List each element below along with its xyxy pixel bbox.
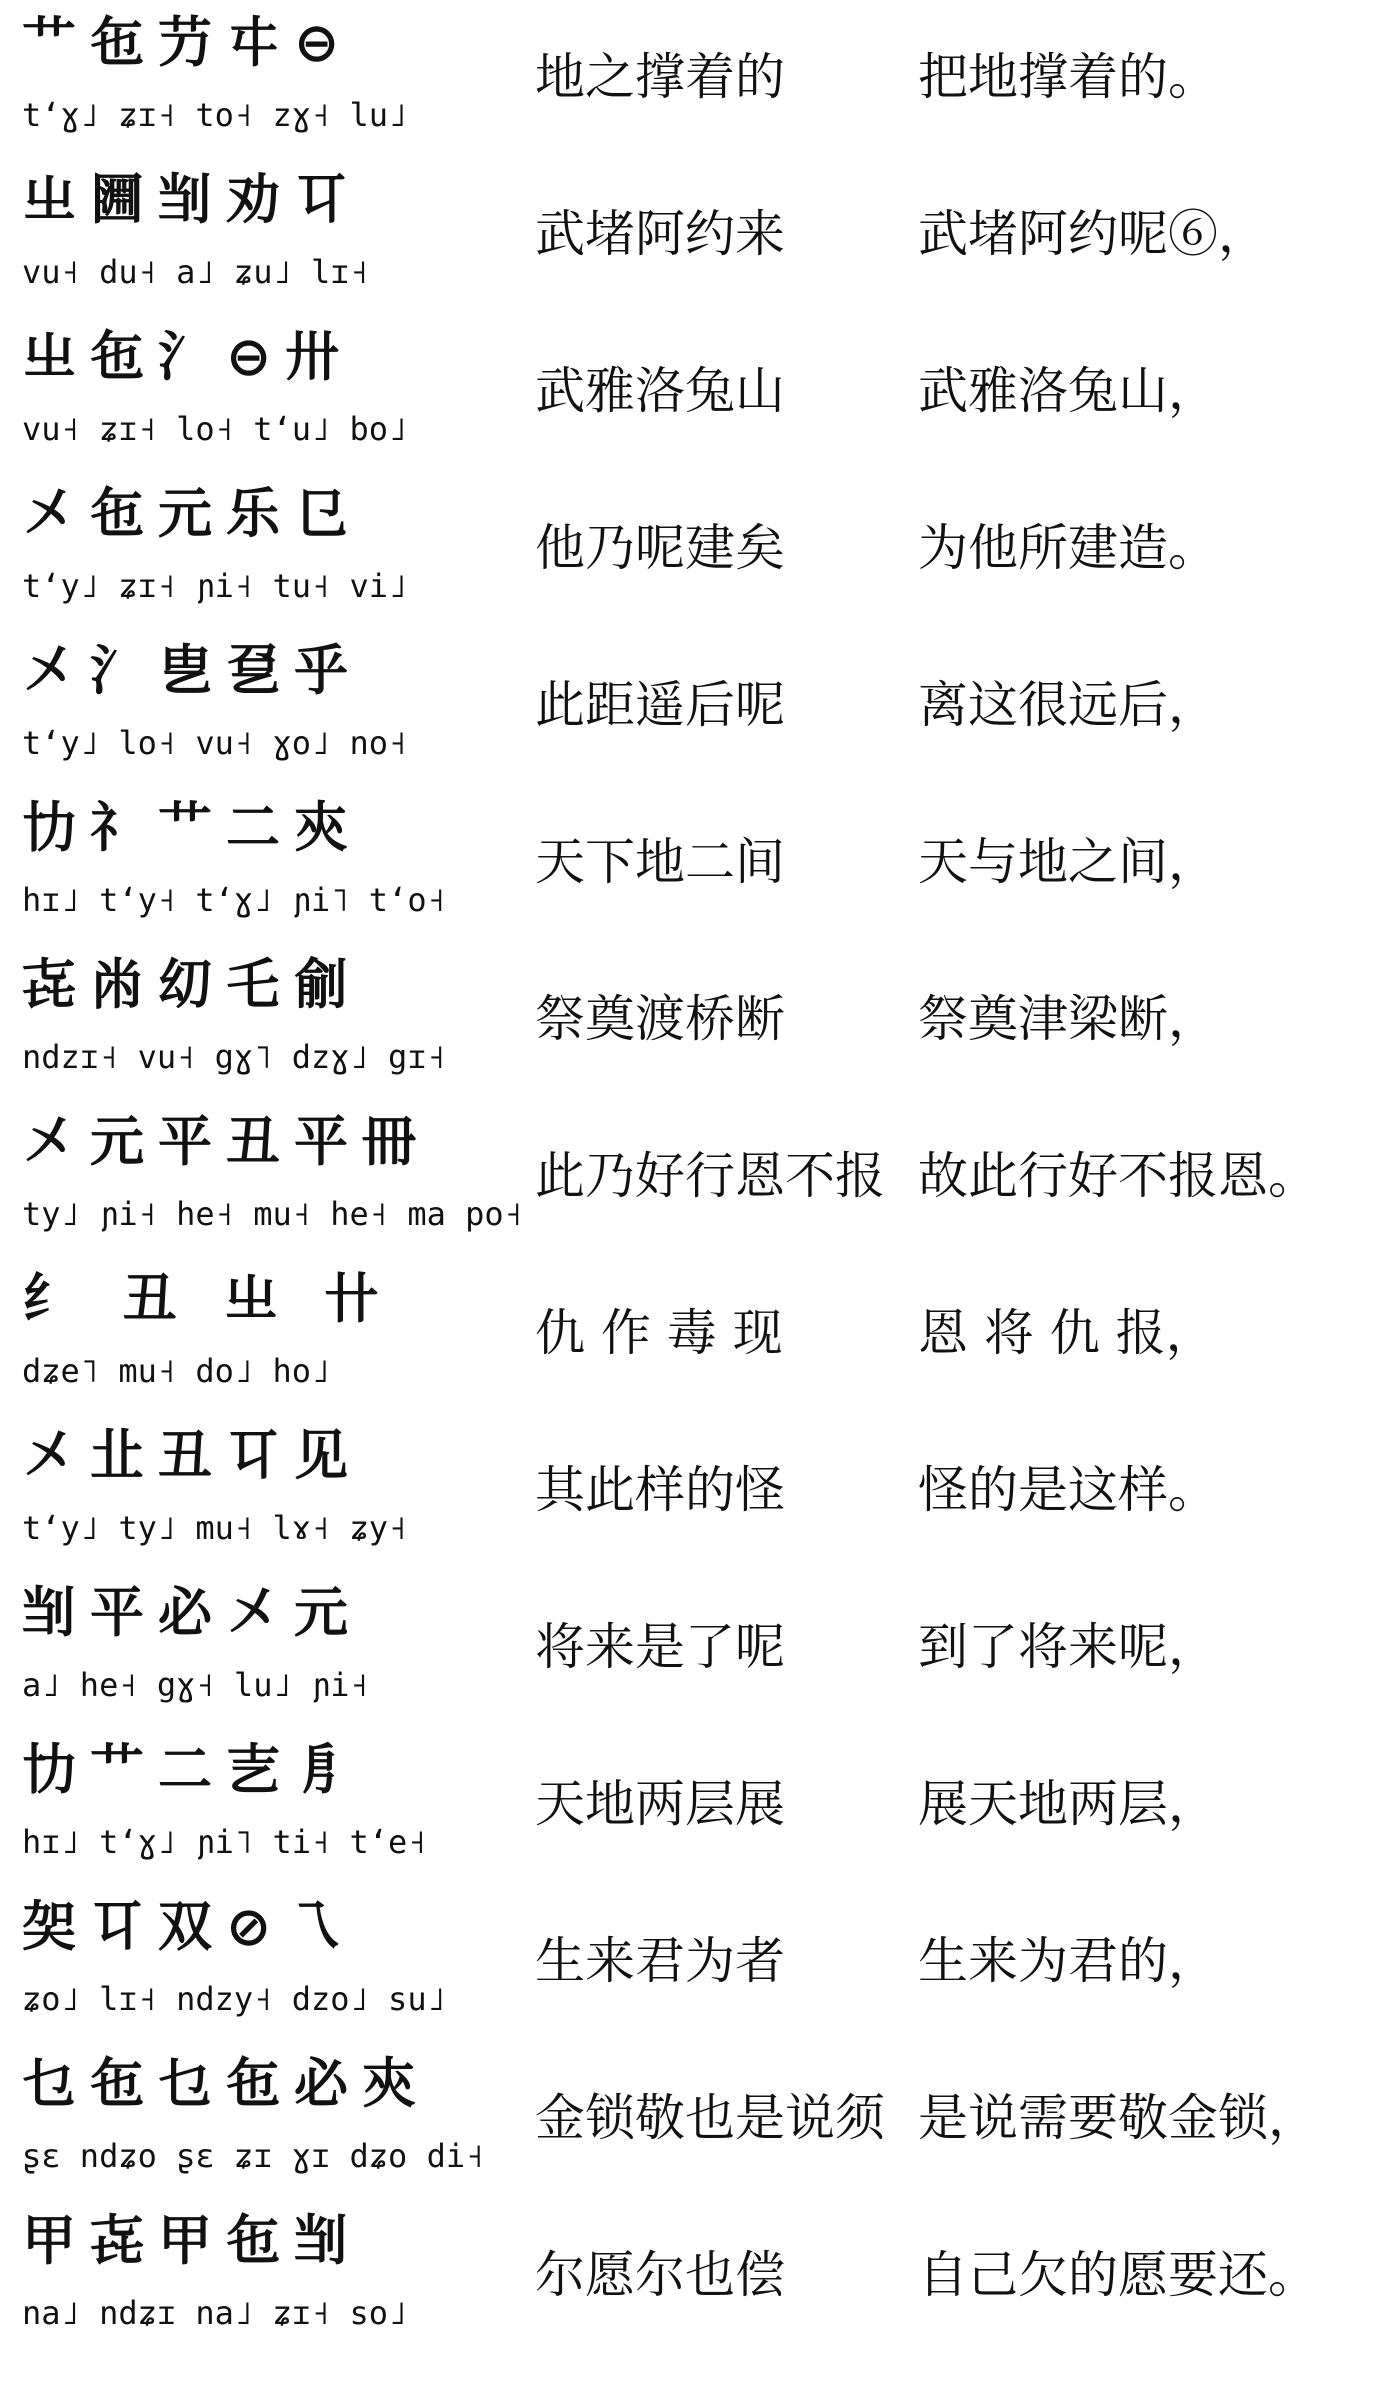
free-translation: 恩 将 仇 报，: [918, 1304, 1216, 1362]
phonetic-transcription: ʂɛ ndʑo ʂɛ ʑɪ ɣɪ dʑo di˧: [22, 2137, 485, 2175]
literal-translation: 他乃呢建矣: [535, 519, 785, 577]
yi-glyphs: 㐂㡀㓜乇㓱: [22, 953, 362, 1016]
yi-glyphs: 㐅元平丑平冊: [22, 1110, 430, 1173]
verse-row: [0, 0, 1379, 160]
free-translation: 武堵阿约呢⑥，: [918, 205, 1268, 263]
phonetic-transcription: tʻy˩ ty˩ mu˧ lɤ˧ ʑy˧: [22, 1509, 408, 1547]
verse-row: [0, 1727, 1379, 1887]
yi-script-cell: [22, 2198, 462, 2358]
yi-script-cell: [22, 0, 462, 160]
yi-glyphs: 㔹礻艹二㚒: [22, 796, 362, 859]
yi-script-cell: [22, 1570, 462, 1730]
phonetic-transcription: ʑo˩ lɪ˧ ndzy˧ dzo˩ su˩: [22, 1980, 446, 2018]
phonetic-transcription: vu˧ ʑɪ˧ lo˧ tʻu˩ bo˩: [22, 410, 408, 448]
literal-translation: 祭奠渡桥断: [535, 990, 785, 1048]
yi-script-cell: [22, 314, 462, 474]
phonetic-transcription: vu˧ du˧ a˩ ʑu˩ lɪ˧: [22, 253, 369, 291]
literal-translation: 金锁敬也是说须: [535, 2089, 885, 2147]
free-translation: 故此行好不报恩。: [918, 1147, 1318, 1205]
verse-row: [0, 2198, 1379, 2358]
literal-translation: 天地两层展: [535, 1775, 785, 1833]
literal-translation: 此距遥后呢: [535, 676, 785, 734]
literal-translation: 生来君为者: [535, 1932, 785, 1990]
yi-glyphs: 乜㐌乜㐌必㚒: [22, 2052, 430, 2115]
free-translation: 天与地之间，: [918, 833, 1218, 891]
literal-translation: 此乃好行恩不报: [535, 1147, 885, 1205]
free-translation: 怪的是这样。: [918, 1461, 1218, 1519]
verse-row: [0, 157, 1379, 317]
phonetic-transcription: hɪ˩ tʻy˧ tʻɣ˩ ɲi˥ tʻo˧: [22, 881, 446, 919]
yi-glyphs: 艹㐌芀㐄⊖: [22, 11, 354, 74]
free-translation: 是说需要敬金锁，: [918, 2089, 1318, 2147]
verse-row: [0, 942, 1379, 1102]
yi-glyphs: 㐅㐀丑㔿见: [22, 1424, 362, 1487]
yi-script-cell: [22, 785, 462, 945]
free-translation: 展天地两层，: [918, 1775, 1218, 1833]
free-translation: 离这很远后，: [918, 676, 1218, 734]
yi-glyphs: 㐅氵㐕㐒乎: [22, 639, 362, 702]
free-translation: 把地撑着的。: [918, 48, 1218, 106]
yi-glyphs: 㐅㐌元乐㔾: [22, 482, 362, 545]
verse-row: [0, 1256, 1379, 1416]
yi-glyphs: 㔹艹二㐊㐆: [22, 1738, 362, 1801]
yi-script-cell: [22, 628, 462, 788]
literal-translation: 将来是了呢: [535, 1618, 785, 1676]
free-translation: 祭奠津梁断，: [918, 990, 1218, 1048]
phonetic-transcription: tʻɣ˩ ʑɪ˧ to˧ zɣ˧ lu˩: [22, 96, 408, 134]
phonetic-transcription: a˩ he˧ gɣ˧ lu˩ ɲi˧: [22, 1666, 369, 1704]
verse-row: [0, 785, 1379, 945]
yi-glyphs: 甲㐂甲㐌㓥: [22, 2209, 362, 2272]
literal-translation: 仇 作 毒 现: [535, 1304, 783, 1362]
yi-script-cell: [22, 471, 462, 631]
free-translation: 为他所建造。: [918, 519, 1218, 577]
yi-script-cell: [22, 1727, 462, 1887]
verse-row: [0, 471, 1379, 631]
yi-script-cell: [22, 1884, 462, 2044]
yi-glyphs: 㓥平必㐅元: [22, 1581, 362, 1644]
verse-row: [0, 1884, 1379, 2044]
free-translation: 生来为君的，: [918, 1932, 1218, 1990]
literal-translation: 武堵阿约来: [535, 205, 785, 263]
yi-glyphs: 㞢㘤㓥劝㔿: [22, 168, 362, 231]
phonetic-transcription: tʻy˩ lo˧ vu˧ ɣo˩ no˧: [22, 724, 408, 762]
literal-translation: 地之撑着的: [535, 48, 785, 106]
verse-row: [0, 1570, 1379, 1730]
verse-row: [0, 1099, 1379, 1259]
phonetic-transcription: na˩ ndʑɪ na˩ ʑɪ˧ so˩: [22, 2294, 408, 2332]
phonetic-transcription: ndzɪ˧ vu˧ gɣ˥ dzɣ˩ gɪ˧: [22, 1038, 446, 1076]
phonetic-transcription: ty˩ ɲi˧ he˧ mu˧ he˧ ma po˧: [22, 1195, 523, 1233]
free-translation: 武雅洛兔山，: [918, 362, 1218, 420]
yi-script-cell: [22, 942, 462, 1102]
yi-script-cell: [22, 1256, 462, 1416]
literal-translation: 武雅洛兔山: [535, 362, 785, 420]
yi-glyphs: 㚙㔿双⊘乁: [22, 1895, 354, 1958]
yi-glyphs: 㞢㐌氵⊖卅: [22, 325, 354, 388]
literal-translation: 天下地二间: [535, 833, 785, 891]
phonetic-transcription: hɪ˩ tʻɣ˩ ɲi˥ ti˧ tʻe˧: [22, 1823, 427, 1861]
phonetic-transcription: dʑe˥ mu˧ do˩ ho˩: [22, 1352, 331, 1390]
yi-script-cell: [22, 157, 462, 317]
free-translation: 自己欠的愿要还。: [918, 2246, 1318, 2304]
literal-translation: 其此样的怪: [535, 1461, 785, 1519]
phonetic-transcription: tʻy˩ ʑɪ˧ ɲi˧ tu˧ vi˩: [22, 567, 408, 605]
yi-script-cell: [22, 2041, 485, 2201]
yi-glyphs: 纟 丑 㞢 卄: [22, 1267, 393, 1330]
verse-row: [0, 314, 1379, 474]
yi-script-cell: [22, 1413, 462, 1573]
verse-row: [0, 1413, 1379, 1573]
literal-translation: 尔愿尔也偿: [535, 2246, 785, 2304]
yi-script-cell: [22, 1099, 523, 1259]
verse-row: [0, 628, 1379, 788]
free-translation: 到了将来呢，: [918, 1618, 1218, 1676]
verse-row: [0, 2041, 1379, 2201]
